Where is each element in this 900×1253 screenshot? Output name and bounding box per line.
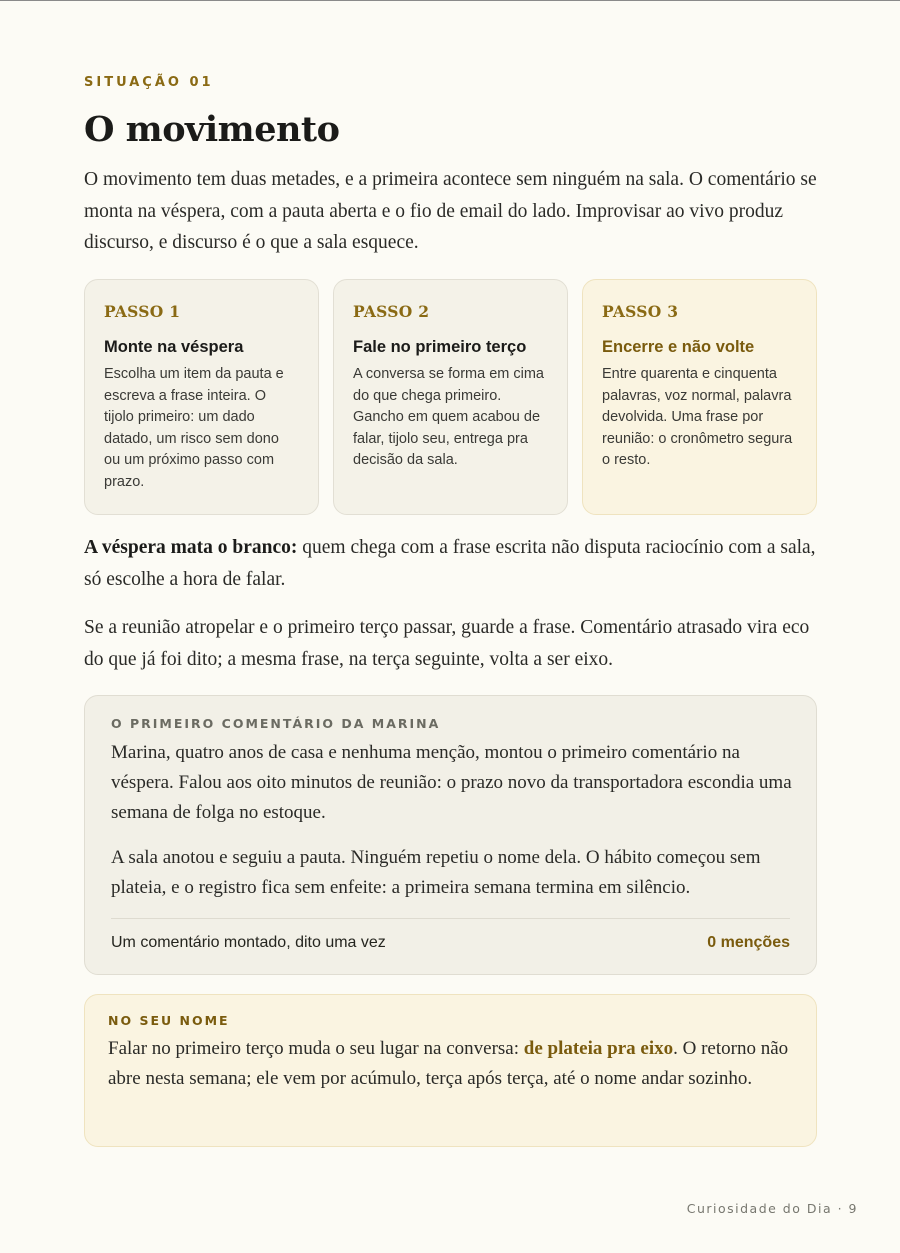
paragraph-rest: quem chega com a frase escrita não disputa raciocínio com a sala, só escolhe a hora de falar.	[84, 537, 816, 590]
paragraph-vespera	[84, 532, 817, 595]
step-card-1	[84, 279, 319, 515]
step-title: Fale no primeiro terço	[353, 338, 527, 356]
mentions-count: 0 menções	[707, 934, 790, 951]
case-footer-label: Um comentário montado, dito uma vez	[111, 934, 386, 951]
page-footer: Curiosidade do Dia · 9	[686, 1201, 858, 1216]
paragraph-atraso: Se a reunião atropelar e o primeiro terço passar, guarde a frase. Comentário atrasado vira eco do que já foi dito; a mesma frase, na terça seguinte, volta a ser eixo.	[84, 617, 810, 670]
case-eyebrow: O PRIMEIRO COMENTÁRIO DA MARINA	[111, 716, 441, 731]
section-eyebrow: SITUAÇÃO 01	[84, 75, 214, 90]
divider	[111, 918, 790, 919]
steps-row	[84, 279, 817, 515]
intro-paragraph: O movimento tem duas metades, e a primeira acontece sem ninguém na sala. O comentário se monta na véspera, com a pauta aberta e o fio de email do lado. Improvisar ao vivo produz discurso, e discurso é o que a sala esquece.	[84, 169, 817, 253]
callout-eyebrow: NO SEU NOME	[108, 1013, 230, 1028]
step-label: PASSO 3	[602, 302, 679, 321]
step-body: Escolha um item da pauta e escreva a frase inteira. O tijolo primeiro: um dado datado, um risco sem dono ou um próximo passo com prazo.	[104, 366, 284, 490]
page-title: O movimento	[84, 109, 340, 150]
callout-text	[108, 1034, 798, 1094]
callout-text-after: . O retorno não abre nesta semana; ele vem por acúmulo, terça após terça, até o nome andar sozinho.	[108, 1038, 789, 1089]
callout-highlight: de plateia pra eixo	[523, 1038, 674, 1059]
case-paragraph-2: A sala anotou e seguiu a pauta. Ninguém repetiu o nome dela. O hábito começou sem plateia, e o registro fica sem enfeite: a primeira semana termina em silêncio.	[111, 847, 761, 898]
step-label: PASSO 1	[104, 302, 181, 321]
step-title: Monte na véspera	[104, 338, 244, 356]
paragraph-lead: A véspera mata o branco:	[84, 537, 298, 558]
callout-text-before: Falar no primeiro terço muda o seu lugar na conversa:	[108, 1038, 524, 1059]
callout-box	[84, 994, 817, 1147]
case-study-box	[84, 695, 817, 975]
step-card-2	[333, 279, 568, 515]
step-body: A conversa se forma em cima do que chega primeiro. Gancho em quem acabou de falar, tijolo seu, entrega pra decisão da sala.	[353, 366, 544, 469]
step-title: Encerre e não volte	[602, 338, 755, 356]
case-paragraph-1: Marina, quatro anos de casa e nenhuma menção, montou o primeiro comentário na véspera. Falou aos oito minutos de reunião: o prazo novo da transportadora escondia uma semana de folga no estoque.	[111, 742, 792, 823]
step-label: PASSO 2	[353, 302, 430, 321]
step-card-3	[582, 279, 817, 515]
step-body: Entre quarenta e cinquenta palavras, voz normal, palavra devolvida. Uma frase por reunião: o cronômetro segura o resto.	[602, 366, 793, 469]
